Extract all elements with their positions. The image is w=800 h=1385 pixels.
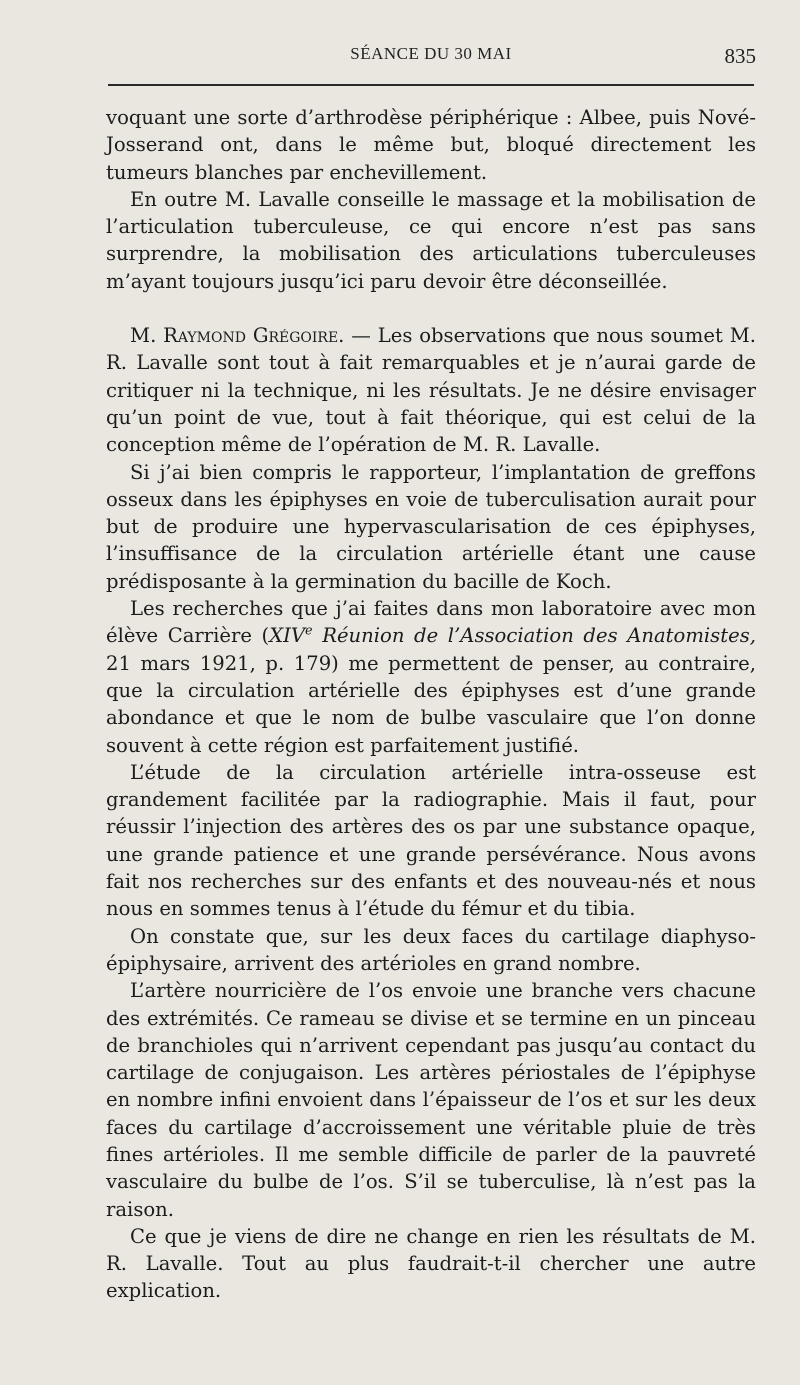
page-number: 835	[724, 44, 756, 68]
paragraph-7: On constate que, sur les deux faces du cartilage diaphyso-épiphysaire, arrivent des artérioles en grand nombre.	[106, 924, 756, 975]
paragraph-9: Ce que je viens de dire ne change en rien les résultats de M. R. Lavalle. Tout au plus faudrait-t-il chercher une autre explication.	[106, 1224, 756, 1303]
paragraph-5-text-b: 21 mars 1921, p. 179) me permettent de penser, au contraire, que la circulation artérielle des épiphyses est d’une grande abondance et que le nom de bulbe vasculaire que l’on donne souvent à cette région est parfaitement justifié.	[106, 651, 756, 757]
paragraph-5	[106, 595, 756, 759]
paragraph-3-text: — Les observations que nous soumet M. R. Lavalle sont tout à fait remarquables et je n’aurai garde de critiquer ni la technique, ni les résultats. Je ne désire envisager qu’un point de vue, tout à fait théorique, qui est celui de la conception même de l’opération de M. R. Lavalle.	[106, 324, 756, 457]
speaker-prefix: M.	[130, 324, 164, 348]
speaker-name: Raymond Grégoire.	[163, 324, 345, 348]
reference-superscript: e	[305, 623, 313, 639]
reference-number: XIV	[269, 624, 306, 648]
paragraph-3	[106, 322, 756, 458]
page-header	[106, 44, 756, 74]
paragraph-6: L’étude de la circulation artérielle intra-osseuse est grandement facilitée par la radiographie. Mais il faut, pour réussir l’injection des artères des os par une substance opaque, une grande patience et une grande persévérance. Nous avons fait nos recherches sur des enfants et des nouveau-nés et nous nous en sommes tenus à l’étude du fémur et du tibia.	[106, 760, 756, 921]
reference-citation	[269, 624, 756, 647]
paragraph-8: L’artère nourricière de l’os envoie une branche vers chacune des extrémités. Ce rameau se divise et se termine en un pinceau de branchioles qui n’arrivent cependant pas jusqu’au contact du cartilage de conjugaison. Les artères périostales de l’épiphyse en nombre infini envoient dans l’épaisseur de l’os et sur les deux faces du cartilage d’accroissement une véritable pluie de très fines artérioles. Il me semble difficile de parler de la pauvreté vasculaire du bulbe de l’os. S’il se tuberculise, là n’est pas la raison.	[106, 979, 756, 1221]
paragraph-1: voquant une sorte d’arthrodèse périphérique : Albee, puis Nové-Josserand ont, dans le même but, bloqué directement les tumeurs blanches par enchevillement.	[106, 106, 756, 184]
header-rule	[108, 84, 754, 86]
paragraph-5-text-a: Les recherches que j’ai faites dans mon laboratoire avec mon élève Carrière (	[106, 597, 756, 648]
running-title: SÉANCE DU 30 MAI	[350, 44, 512, 63]
reference-title: Réunion de l’Association des Anatomistes,	[312, 624, 756, 648]
paragraph-2: En outre M. Lavalle conseille le massage et la mobilisation de l’articulation tuberculeuse, ce qui encore n’est pas sans surprendre, la mobilisation des articulations tuberculeuses m’ayant toujours jusqu’ici paru devoir être déconseillée.	[106, 187, 756, 293]
paragraph-4: Si j’ai bien compris le rapporteur, l’implantation de greffons osseux dans les épiphyses en voie de tuberculisation aurait pour but de produire une hypervascularisation de ces épiphyses, l’insuffisance de la circulation artérielle étant une cause prédisposante à la germination du bacille de Koch.	[106, 460, 756, 593]
body-text	[106, 104, 756, 1305]
